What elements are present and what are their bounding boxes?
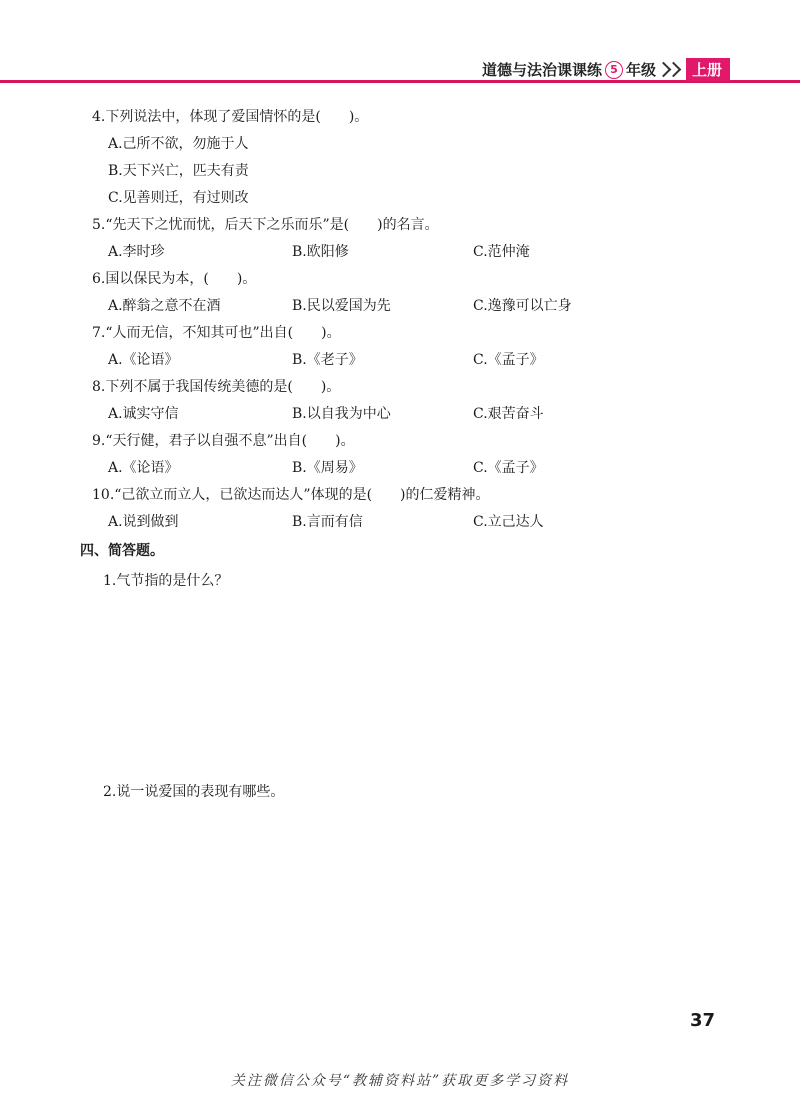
option: B.《周易》 xyxy=(292,460,363,476)
option: A.《论语》 xyxy=(108,352,179,368)
option-row xyxy=(92,509,732,536)
footer-watermark: 关注微信公众号“教辅资料站”获取更多学习资料 xyxy=(230,1073,570,1089)
option: A.醉翁之意不在酒 xyxy=(108,298,221,314)
section-title: 四、简答题。 xyxy=(80,543,164,559)
option: C.范仲淹 xyxy=(473,244,530,260)
option: C.见善则迁，有过则改 xyxy=(108,190,249,206)
option: C.《孟子》 xyxy=(473,460,544,476)
option-row xyxy=(92,347,732,374)
option: A.《论语》 xyxy=(108,460,179,476)
question-stem: 5.“先天下之忧而忧，后天下之乐而乐”是( )的名言。 xyxy=(92,217,439,233)
question-stem: 4.下列说法中，体现了爱国情怀的是( )。 xyxy=(92,109,369,125)
option: C.逸豫可以亡身 xyxy=(473,298,572,314)
option: A.己所不欲，勿施于人 xyxy=(108,136,249,152)
option: B.欧阳修 xyxy=(292,244,349,260)
option: A.诚实守信 xyxy=(108,406,179,422)
series-title: 道德与法治课课练 xyxy=(481,61,602,79)
option: C.艰苦奋斗 xyxy=(473,406,544,422)
grade-label: 年级 xyxy=(625,61,656,79)
option-row xyxy=(92,293,732,320)
question-stem: 6.国以保民为本，( )。 xyxy=(92,271,257,287)
option: C.《孟子》 xyxy=(473,352,544,368)
short-answer-question: 1.气节指的是什么？ xyxy=(103,573,229,589)
question-stem: 7.“人而无信，不知其可也”出自( )。 xyxy=(92,325,341,341)
short-answer-question: 2.说一说爱国的表现有哪些。 xyxy=(103,784,285,800)
option-row xyxy=(92,455,732,482)
option: B.民以爱国为先 xyxy=(292,298,391,314)
grade-number-badge: 5 xyxy=(605,61,623,79)
option: A.李时珍 xyxy=(108,244,165,260)
page-number: 37 xyxy=(690,1010,716,1031)
running-header xyxy=(482,58,730,81)
double-chevron-icon xyxy=(659,64,679,75)
question-stem: 10.“己欲立而立人，已欲达而达人”体现的是( )的仁爱精神。 xyxy=(92,487,490,503)
question-stem: 9.“天行健，君子以自强不息”出自( )。 xyxy=(92,433,355,449)
option: B.天下兴亡，匹夫有责 xyxy=(108,163,249,179)
question-stem: 8.下列不属于我国传统美德的是( )。 xyxy=(92,379,341,395)
option-row xyxy=(92,239,732,266)
option: A.说到做到 xyxy=(108,514,179,530)
multiple-choice-section xyxy=(92,104,732,536)
option: B.言而有信 xyxy=(292,514,363,530)
option: C.立己达人 xyxy=(473,514,544,530)
option: B.《老子》 xyxy=(292,352,363,368)
option-row xyxy=(92,401,732,428)
option: B.以自我为中心 xyxy=(292,406,391,422)
term-label: 上册 xyxy=(686,58,730,81)
